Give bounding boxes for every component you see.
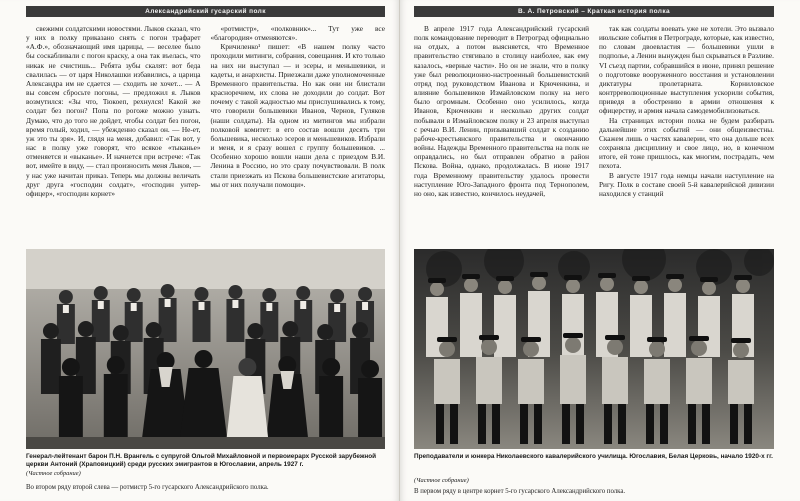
running-head-bar xyxy=(26,6,385,17)
paragraph: так как солдаты воевать уже не хотели. Это вызвало июльские события в Петрограде, которые, как известно, по словам двоевластия — большевики ушли в подполье, а Ленин вынужден был скрываться в Разливе. VI съезд партии, собравшийся в июне, принял решение о подготовке вооруженного восстания и установлении диктатуры пролетариата. Корниловское контрреволюционные выступления ускорили события, приведя в обострению в армии отношения к офицерству, и армия начала самодемобилизоваться. xyxy=(599,24,774,116)
photo-image xyxy=(414,249,774,449)
running-head-left: Александрийский гусарский полк xyxy=(145,8,266,15)
text-columns-left xyxy=(26,24,385,198)
photo-source-left: (Частное собрание) xyxy=(26,470,81,477)
paragraph: В августе 1917 года немцы начали наступление на Ригу. Полк в составе своей 5-й кавалерийской дивизии находился у станций xyxy=(599,170,774,198)
photo-image xyxy=(26,249,385,449)
right-page xyxy=(400,0,800,501)
paragraph: свежими солдатскими новостями. Лыков сказал, что у них в полку приказано снять с погон трафарет «А.Ф.», обозначающий имя царицы, — веселее было бы соскабливали с погон краску, а она так въелась, что никак не счистишь... Ребята зубы скалят: вот беда свалилась — от царя Николашки избавились, а царица Александра им не сдается — сходить не хочет... — А вы совсем сбросьте погоны, — предложил я. Лыков возмутился: «Зы что, Тюкоеп, рехнулся! Какой же солдат без погон? Попа по рогоже можно узнать. Думаю, что до того не дойдет, чтобы солдат без погон, время голый, ходил, — убежденно сказал он. — Не-ет, уж это ты зря». И, глядя на меня, добавил: «Так вот, у нас в полку уже говорят, что всякое «тыканье» отменяется и «выканье». И начнется при встрече: «Так вот, имейте в виду, — стал произносить меня Лыков, — у нас уже начитан приказ. Теперь мы должны величать друг друга «господин солдат», «господин унтер-офицер», «господин корнет» xyxy=(26,24,201,198)
text-column-1 xyxy=(414,24,589,198)
paragraph: На страницах истории полка не будем разбирать дальнейшие этих событий — они общеизвестны. Скажем лишь о частях кавалерии, что она дольше всех сохраняла дисциплину и свое лицо, но, в конечном итоге, ей тоже пришлось, как многим, пострадать, чем пехота. xyxy=(599,115,774,171)
group-photo-left xyxy=(26,249,385,449)
text-column-1 xyxy=(26,24,201,198)
group-photo-right xyxy=(414,249,774,449)
text-column-2 xyxy=(211,24,386,198)
text-column-2 xyxy=(599,24,774,198)
paragraph: В апреле 1917 года Александрийский гусарский полк командование переводит в Петроград официально на отдых, а потом выясняется, что Временное правительство стягивало в столицу наиболее, как ему казалось, «верные части». Но он не знали, что в полку уже был революционно-настроенный большевистский отряд под руководством Иванова и Крюченкина, и влияние большевиков Измайловском полку на него было огромным. Особенно оно усилилось, когда Иванов, Крюченкин и несколько других солдат побывали в Измайловском полку и 23 апреля выступал с речью В.И. Ленин, призывавший солдат к созданию рабоче-крестьянского правительства и окончанию войны. Надежды Временного правительства на полк не оправдались, но был отправлен обратно в район Пскова. Война, однако, продолжалась. В июне 1917 года Временному правительству удалось провести наступление Юго-Западного фронта под Тернополем, но оно, как известно, кончилось неудачей, xyxy=(414,24,589,198)
paragraph: «ротмистр», «полковник»... Тут уже все «благородия» отменяются». xyxy=(210,24,385,43)
text-columns-right xyxy=(414,24,774,198)
running-head-bar xyxy=(414,6,774,17)
footnote-left: Во втором ряду второй слева — ротмистр 5-го гусарского Александрийского полка. xyxy=(26,484,269,491)
photo-source-right: (Частное собрание) xyxy=(414,477,469,484)
photo-caption-right: Преподаватели и юнкера Николаевского кавалерийского училища. Югославия, Белая Церковь, начало 1920-х гг. xyxy=(414,453,773,460)
running-head-right: В. А. Петровский – Краткая история полка xyxy=(517,8,671,15)
footnote-right: В первом ряду в центре корнет 5-го гусарского Александрийского полка. xyxy=(414,488,626,495)
photo-caption-left: Генерал-лейтенант барон П.Н. Врангель с супругой Ольгой Михайловной и первоиерарх Русской зарубежной церкви Антоний (Храповицкий) среди русских эмигрантов в Югославии, апрель 1927 г. xyxy=(26,453,377,468)
paragraph: Кричиленко¹ пишет: «В нашем полку часто проходили митинги, собрания, совещания. И кто только на них ни выступал — и эсеры, и меньшевики, и кадеты, и анархисты. Приезжали даже уполномоченные Временного правительства. Но как они ни блистали красноречием, их слова не доходили до солдат. Вот почему с такой жадностью мы прислушивались к тому, что говорили большевики Иванов, Чернов, Гуляков (наши солдаты). На одном из митингов мы избрали полковой комитет: в его состав вошли десять три большевика, несколько эсеров и меньшевиков. Избрали и меня, и я сразу вошел с группу большевиков. ... Особенно хорошо вошли наши дела с приездом В.И. Ленина в Россию, но это сразу почувствовали. В полк стали приезжать из Пскова большевистские агитаторы, мы от них получали помощи». xyxy=(210,42,385,189)
